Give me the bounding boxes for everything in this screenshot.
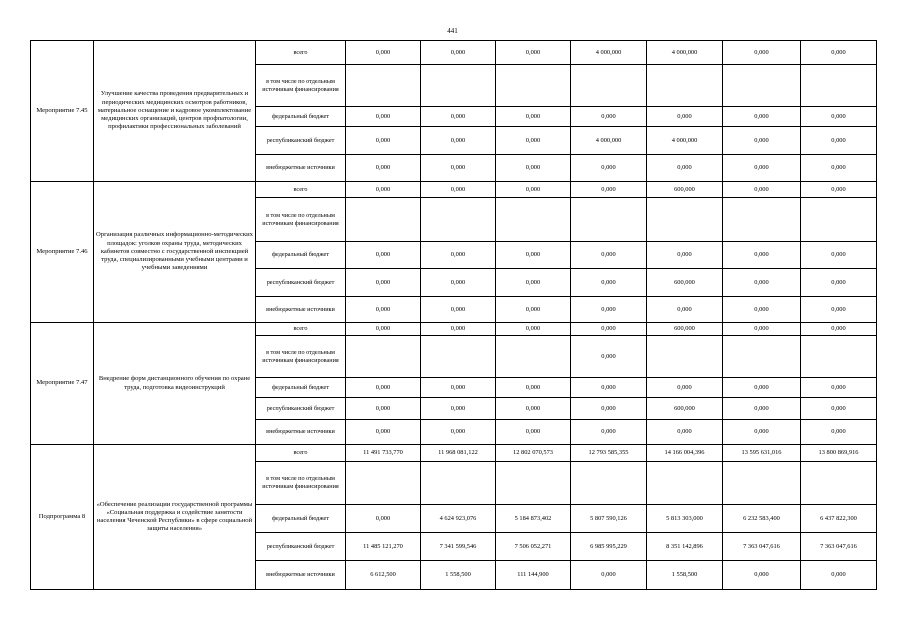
funding-value: 4 000,000 [571, 41, 647, 65]
funding-value: 0,000 [801, 420, 877, 445]
funding-source: внебюджетные источники [256, 420, 346, 445]
funding-value: 4 000,000 [647, 41, 723, 65]
funding-value: 0,000 [801, 269, 877, 297]
funding-source: республиканский бюджет [256, 533, 346, 561]
funding-value [346, 65, 421, 107]
funding-value: 0,000 [723, 269, 801, 297]
funding-source: всего [256, 445, 346, 462]
funding-source: федеральный бюджет [256, 242, 346, 269]
funding-value [647, 462, 723, 505]
funding-value: 0,000 [571, 297, 647, 323]
funding-value: 0,000 [346, 398, 421, 420]
funding-value: 0,000 [496, 127, 571, 155]
measure-name: Внедрение форм дистанционного обучения по охране труда, подготовка видеоинструкций [94, 323, 256, 445]
funding-value: 0,000 [723, 242, 801, 269]
table-body [31, 41, 877, 590]
funding-value: 0,000 [801, 561, 877, 590]
funding-value: 11 491 733,770 [346, 445, 421, 462]
funding-value [496, 336, 571, 378]
funding-source: всего [256, 182, 346, 198]
funding-value: 6 437 822,300 [801, 505, 877, 533]
funding-value: 0,000 [346, 242, 421, 269]
funding-value [723, 198, 801, 242]
funding-value: 0,000 [496, 182, 571, 198]
funding-value: 0,000 [801, 155, 877, 182]
funding-value: 0,000 [496, 378, 571, 398]
funding-value: 0,000 [647, 155, 723, 182]
funding-value: 0,000 [723, 561, 801, 590]
funding-value: 7 506 052,271 [496, 533, 571, 561]
funding-value: 1 558,500 [647, 561, 723, 590]
funding-value: 0,000 [421, 269, 496, 297]
funding-value: 0,000 [571, 378, 647, 398]
funding-value: 0,000 [346, 505, 421, 533]
funding-value: 0,000 [346, 297, 421, 323]
funding-value: 0,000 [496, 420, 571, 445]
funding-value [346, 462, 421, 505]
funding-value: 0,000 [571, 107, 647, 127]
funding-value [801, 65, 877, 107]
funding-value [801, 462, 877, 505]
funding-value: 0,000 [421, 398, 496, 420]
table-row [31, 445, 877, 462]
measure-code: Подпрограмма 8 [31, 445, 94, 590]
funding-value: 600,000 [647, 182, 723, 198]
funding-value: 5 807 590,126 [571, 505, 647, 533]
funding-value: 0,000 [421, 155, 496, 182]
funding-value: 0,000 [496, 269, 571, 297]
funding-value [647, 336, 723, 378]
funding-value: 0,000 [801, 398, 877, 420]
funding-value: 0,000 [647, 420, 723, 445]
funding-source: в том числе по отдельным источникам финансирования [256, 336, 346, 378]
measure-name: Улучшение качества проведения предварительных и периодических медицинских осмотров работников, материальное оснащение и кадровое укомплектование медицинских организаций, центров профпатологии, профилактики профессиональных заболеваний [94, 41, 256, 182]
funding-value: 0,000 [723, 155, 801, 182]
funding-value [723, 462, 801, 505]
funding-value [496, 65, 571, 107]
funding-value: 0,000 [496, 155, 571, 182]
funding-value: 0,000 [346, 127, 421, 155]
funding-value: 0,000 [421, 182, 496, 198]
funding-value: 11 968 081,122 [421, 445, 496, 462]
funding-value: 5 184 873,402 [496, 505, 571, 533]
funding-value: 600,000 [647, 323, 723, 336]
funding-value: 4 000,000 [571, 127, 647, 155]
funding-value: 0,000 [346, 420, 421, 445]
funding-value: 4 624 923,076 [421, 505, 496, 533]
funding-value: 0,000 [647, 297, 723, 323]
funding-value: 0,000 [723, 323, 801, 336]
measure-code: Мероприятие 7.45 [31, 41, 94, 182]
funding-value: 6 985 995,229 [571, 533, 647, 561]
funding-value: 0,000 [571, 398, 647, 420]
funding-value: 0,000 [801, 323, 877, 336]
funding-value: 0,000 [723, 182, 801, 198]
table-row [31, 323, 877, 336]
funding-value: 0,000 [346, 323, 421, 336]
funding-value: 0,000 [801, 127, 877, 155]
funding-value [346, 336, 421, 378]
funding-value: 0,000 [421, 323, 496, 336]
funding-value [647, 65, 723, 107]
funding-value: 0,000 [571, 420, 647, 445]
funding-value: 11 485 121,270 [346, 533, 421, 561]
funding-source: федеральный бюджет [256, 378, 346, 398]
funding-value: 0,000 [571, 336, 647, 378]
funding-value: 111 144,900 [496, 561, 571, 590]
funding-value [647, 198, 723, 242]
funding-value: 0,000 [421, 297, 496, 323]
funding-value: 600,000 [647, 269, 723, 297]
funding-value: 0,000 [421, 107, 496, 127]
page-number: 441 [447, 27, 458, 35]
funding-value: 0,000 [647, 242, 723, 269]
funding-source: внебюджетные источники [256, 297, 346, 323]
funding-value: 0,000 [346, 378, 421, 398]
funding-value: 600,000 [647, 398, 723, 420]
funding-value: 4 000,000 [647, 127, 723, 155]
funding-value: 0,000 [723, 127, 801, 155]
funding-source: всего [256, 41, 346, 65]
funding-value: 13 800 869,916 [801, 445, 877, 462]
funding-source: внебюджетные источники [256, 155, 346, 182]
funding-value: 0,000 [421, 127, 496, 155]
funding-source: внебюджетные источники [256, 561, 346, 590]
funding-source: всего [256, 323, 346, 336]
funding-value [801, 198, 877, 242]
funding-value: 0,000 [571, 182, 647, 198]
funding-value: 7 363 047,616 [801, 533, 877, 561]
funding-value: 1 558,500 [421, 561, 496, 590]
funding-value: 0,000 [571, 323, 647, 336]
funding-value: 0,000 [801, 297, 877, 323]
funding-source: республиканский бюджет [256, 269, 346, 297]
funding-value: 0,000 [723, 41, 801, 65]
funding-source: республиканский бюджет [256, 398, 346, 420]
funding-value [723, 336, 801, 378]
funding-value: 0,000 [421, 378, 496, 398]
funding-value [723, 65, 801, 107]
funding-value: 0,000 [571, 242, 647, 269]
funding-value: 0,000 [647, 378, 723, 398]
funding-value [571, 198, 647, 242]
budget-table [30, 40, 877, 590]
funding-value: 0,000 [801, 182, 877, 198]
funding-value: 0,000 [723, 107, 801, 127]
funding-value: 0,000 [346, 107, 421, 127]
funding-source: в том числе по отдельным источникам финансирования [256, 462, 346, 505]
measure-code: Мероприятие 7.47 [31, 323, 94, 445]
measure-name: «Обеспечение реализации государственной программы «Социальная поддержка и содействие занятости населения Чеченской Республики» в сфере социальной защиты населения» [94, 445, 256, 590]
funding-value: 0,000 [571, 269, 647, 297]
funding-value: 0,000 [647, 107, 723, 127]
measure-name: Организация различных информационно-методических площадок: уголков охраны труда, методических кабинетов совместно с государственной инспекцией труда, специализированными учебными центрами и учебными заведениями [94, 182, 256, 323]
measure-code: Мероприятие 7.46 [31, 182, 94, 323]
funding-value: 0,000 [571, 561, 647, 590]
funding-value: 0,000 [421, 41, 496, 65]
funding-value [346, 198, 421, 242]
funding-value: 0,000 [801, 242, 877, 269]
funding-value: 0,000 [346, 41, 421, 65]
funding-value: 0,000 [723, 420, 801, 445]
funding-value: 0,000 [496, 323, 571, 336]
funding-value: 0,000 [346, 269, 421, 297]
funding-value [421, 198, 496, 242]
funding-value: 0,000 [496, 41, 571, 65]
funding-value: 12 802 070,573 [496, 445, 571, 462]
funding-value: 14 166 004,396 [647, 445, 723, 462]
funding-value: 6 232 583,400 [723, 505, 801, 533]
funding-value: 0,000 [346, 155, 421, 182]
funding-value: 0,000 [421, 242, 496, 269]
funding-source: республиканский бюджет [256, 127, 346, 155]
funding-value: 6 612,500 [346, 561, 421, 590]
funding-value: 0,000 [723, 398, 801, 420]
funding-value [801, 336, 877, 378]
funding-value: 0,000 [496, 297, 571, 323]
funding-value: 0,000 [496, 398, 571, 420]
funding-value [496, 462, 571, 505]
funding-value [496, 198, 571, 242]
funding-value: 0,000 [571, 155, 647, 182]
table-row [31, 182, 877, 198]
table-row [31, 41, 877, 65]
funding-value [571, 462, 647, 505]
funding-value: 7 363 047,616 [723, 533, 801, 561]
funding-value: 0,000 [723, 378, 801, 398]
funding-value: 13 595 631,016 [723, 445, 801, 462]
funding-source: в том числе по отдельным источникам финансирования [256, 65, 346, 107]
funding-value: 12 793 585,355 [571, 445, 647, 462]
funding-value: 0,000 [346, 182, 421, 198]
funding-value: 0,000 [801, 378, 877, 398]
funding-source: в том числе по отдельным источникам финансирования [256, 198, 346, 242]
funding-value: 0,000 [801, 107, 877, 127]
funding-value: 0,000 [801, 41, 877, 65]
funding-value [421, 336, 496, 378]
funding-source: федеральный бюджет [256, 107, 346, 127]
funding-value: 5 813 303,000 [647, 505, 723, 533]
funding-value: 7 341 599,546 [421, 533, 496, 561]
funding-value: 0,000 [496, 242, 571, 269]
funding-value [421, 462, 496, 505]
funding-value: 0,000 [723, 297, 801, 323]
funding-value: 8 351 142,896 [647, 533, 723, 561]
funding-value [421, 65, 496, 107]
funding-value [571, 65, 647, 107]
funding-source: федеральный бюджет [256, 505, 346, 533]
funding-value: 0,000 [496, 107, 571, 127]
funding-value: 0,000 [421, 420, 496, 445]
